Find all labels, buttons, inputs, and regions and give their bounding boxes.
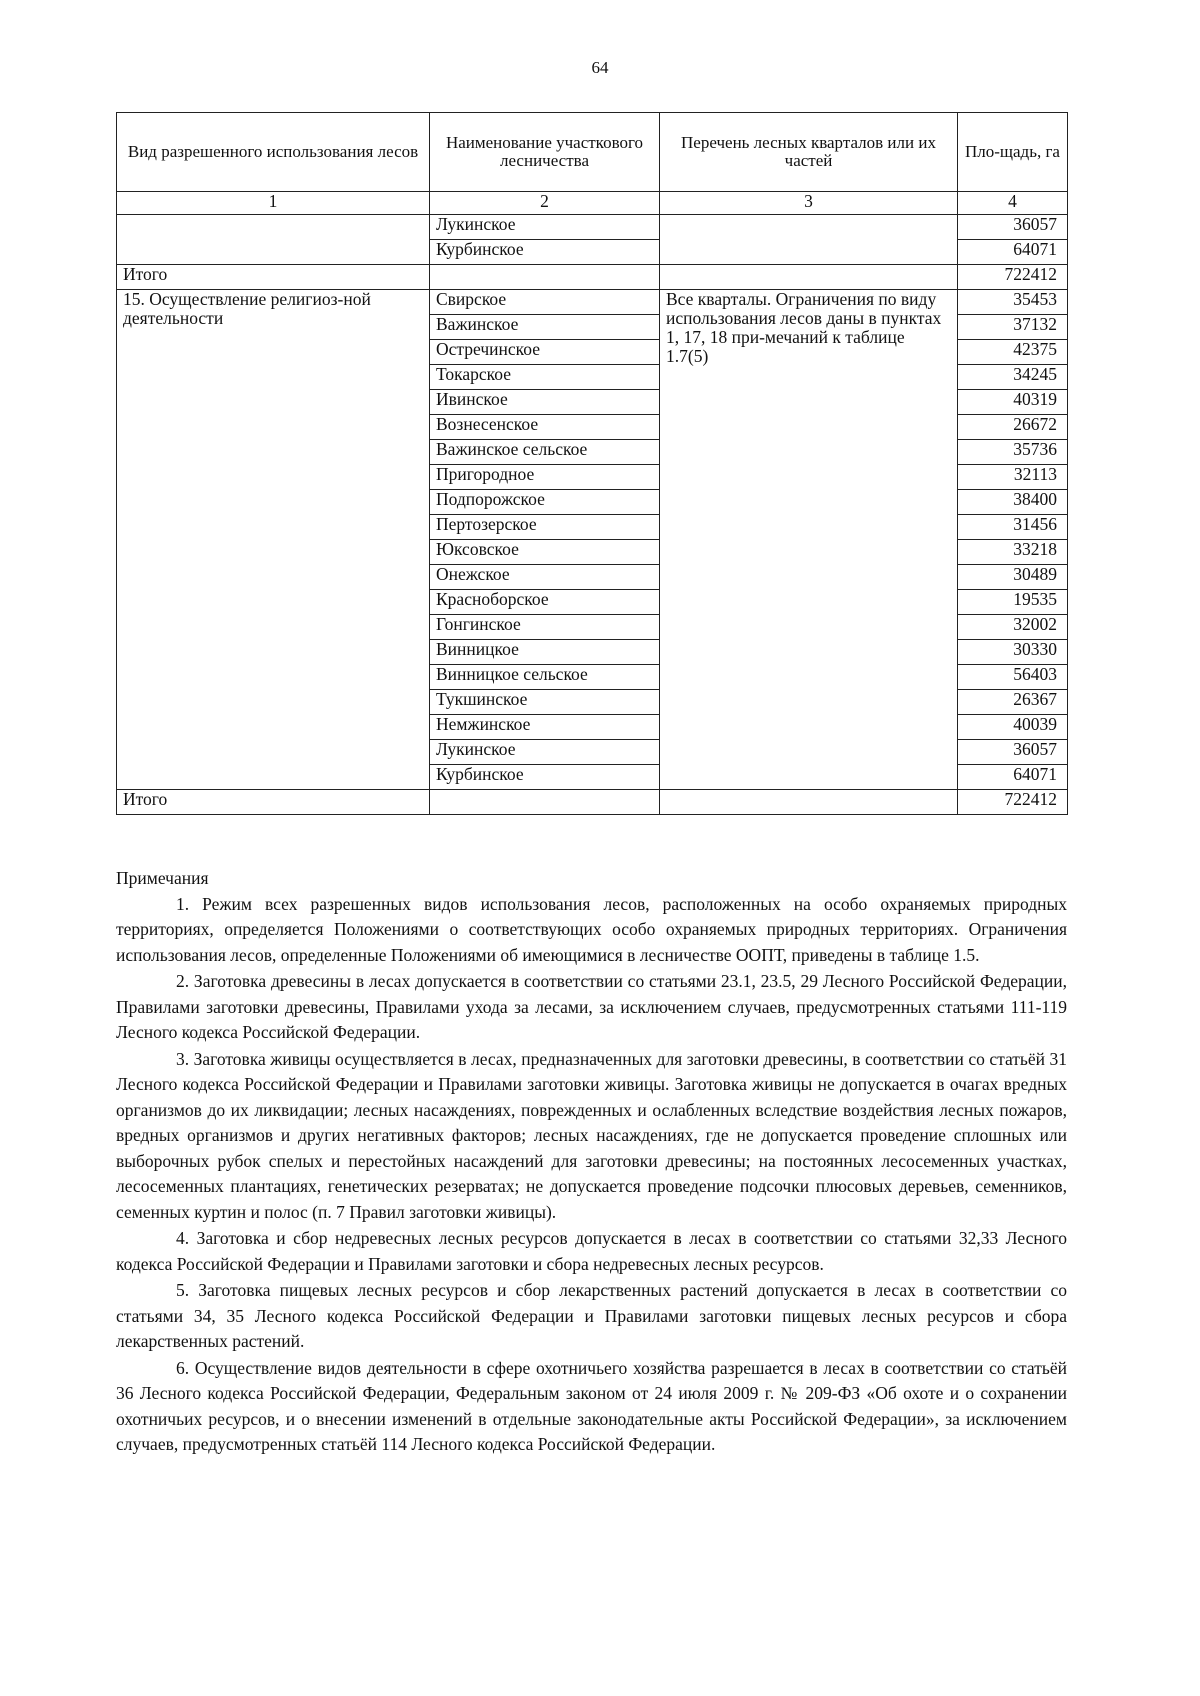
itogo-row [117, 265, 1068, 290]
area-value: 36057 [958, 215, 1068, 240]
district-name: Немжинское [430, 715, 660, 740]
header-quarters-list: Перечень лесных кварталов или их частей [660, 113, 958, 192]
notes-title: Примечания [116, 868, 209, 888]
area-value: 32113 [958, 465, 1068, 490]
area-value: 34245 [958, 365, 1068, 390]
district-name: Лукинское [430, 740, 660, 765]
note-paragraph: 4. Заготовка и сбор недревесных лесных ресурсов допускается в лесах в соответствии со статьями 32,33 Лесного кодекса Российской Федерации и Правилами заготовки и сбора недревесных лесных ресурсов. [116, 1228, 1067, 1274]
district-name: Важинское [430, 315, 660, 340]
area-value: 36057 [958, 740, 1068, 765]
column-number: 3 [660, 192, 958, 215]
itogo-label: Итого [117, 790, 430, 815]
area-value: 40319 [958, 390, 1068, 415]
area-value: 42375 [958, 340, 1068, 365]
use-type-cell [117, 240, 430, 265]
header-use-type: Вид разрешенного использования лесов [117, 113, 430, 192]
quarters-description: Все кварталы. Ограничения по виду использования лесов даны в пунктах 1, 17, 18 при-мечаний к таблице 1.7(5) [660, 290, 958, 790]
district-name: Подпорожское [430, 490, 660, 515]
district-name: Юксовское [430, 540, 660, 565]
area-value: 37132 [958, 315, 1068, 340]
district-name: Онежское [430, 565, 660, 590]
table-row [117, 215, 1068, 240]
header-district-name: Наименование участкового лесничества [430, 113, 660, 192]
header-area: Пло-щадь, га [958, 113, 1068, 192]
area-value: 40039 [958, 715, 1068, 740]
district-name: Пертозерское [430, 515, 660, 540]
notes-section [116, 866, 1067, 1459]
area-value: 19535 [958, 590, 1068, 615]
itogo-area: 722412 [958, 265, 1068, 290]
table-row [117, 240, 1068, 265]
district-name: Свирское [430, 290, 660, 315]
area-value: 32002 [958, 615, 1068, 640]
area-value: 26672 [958, 415, 1068, 440]
area-value: 64071 [958, 240, 1068, 265]
area-value: 31456 [958, 515, 1068, 540]
area-value: 35736 [958, 440, 1068, 465]
use-type-cell [117, 215, 430, 240]
district-name: Лукинское [430, 215, 660, 240]
district-name: Важинское сельское [430, 440, 660, 465]
empty-cell [430, 265, 660, 290]
district-name: Гонгинское [430, 615, 660, 640]
note-paragraph: 5. Заготовка пищевых лесных ресурсов и сбор лекарственных растений допускается в лесах в соответствии со статьями 34, 35 Лесного кодекса Российской Федерации и Правилами заготовки пищевых лесных ресурсов и сбора лекарственных растений. [116, 1280, 1067, 1351]
section-15-body [117, 290, 1068, 790]
district-name: Вознесенское [430, 415, 660, 440]
district-name: Пригородное [430, 465, 660, 490]
table-row [117, 290, 1068, 315]
area-value: 30489 [958, 565, 1068, 590]
quarters-cell [660, 215, 958, 240]
district-name: Остречинское [430, 340, 660, 365]
empty-cell [660, 265, 958, 290]
page-number: 64 [591, 58, 609, 77]
itogo-row [117, 790, 1068, 815]
district-name: Курбинское [430, 240, 660, 265]
district-name: Винницкое сельское [430, 665, 660, 690]
itogo-label: Итого [117, 265, 430, 290]
district-name: Красноборское [430, 590, 660, 615]
quarters-cell [660, 240, 958, 265]
column-number-row [117, 192, 1068, 215]
empty-cell [660, 790, 958, 815]
area-value: 33218 [958, 540, 1068, 565]
area-value: 26367 [958, 690, 1068, 715]
district-name: Винницкое [430, 640, 660, 665]
use-type-religious: 15. Осуществление религиоз-ной деятельности [117, 290, 430, 790]
area-value: 30330 [958, 640, 1068, 665]
empty-cell [430, 790, 660, 815]
district-name: Ивинское [430, 390, 660, 415]
district-name: Курбинское [430, 765, 660, 790]
area-value: 56403 [958, 665, 1068, 690]
district-name: Тукшинское [430, 690, 660, 715]
column-number: 4 [958, 192, 1068, 215]
note-paragraph: 2. Заготовка древесины в лесах допускается в соответствии со статьями 23.1, 23.5, 29 Лесного Российской Федерации, Правилами заготовки древесины, Правилами ухода за лесами, за исключением случаев, предусмотренных статьями 111-119 Лесного кодекса Российской Федерации. [116, 971, 1067, 1042]
column-number: 1 [117, 192, 430, 215]
area-value: 38400 [958, 490, 1068, 515]
area-value: 35453 [958, 290, 1068, 315]
forest-use-table [116, 112, 1068, 815]
note-paragraph: 3. Заготовка живицы осуществляется в лесах, предназначенных для заготовки древесины, в соответствии со статьёй 31 Лесного кодекса Российской Федерации и Правилами заготовки живицы. Заготовка живицы не допускается в очагах вредных организмов до их ликвидации; лесных насаждениях, поврежденных и ослабленных вследствие воздействия лесных пожаров, вредных организмов и других негативных факторов; лесных насаждениях, где не допускается проведение сплошных или выборочных рубок спелых и перестойных насаждений для заготовки древесины; на постоянных лесосеменных участках, лесосеменных плантациях, генетических резерватах; не допускается проведение подсочки плюсовых деревьев, семенников, семенных куртин и полос (п. 7 Правил заготовки живицы). [116, 1048, 1067, 1222]
column-number: 2 [430, 192, 660, 215]
itogo-area: 722412 [958, 790, 1068, 815]
header-row [117, 113, 1068, 192]
note-paragraph: 1. Режим всех разрешенных видов использования лесов, расположенных на особо охраняемых природных территориях, определяется Положениями о соответствующих особо охраняемых природных территориях. Ограничения использования лесов, определенные Положениями об имеющимися в лесничестве ООПТ, приведены в таблице 1.5. [116, 893, 1067, 965]
district-name: Токарское [430, 365, 660, 390]
area-value: 64071 [958, 765, 1068, 790]
note-paragraph: 6. Осуществление видов деятельности в сфере охотничьего хозяйства разрешается в лесах в соответствии со статьёй 36 Лесного кодекса Российской Федерации, Федеральным законом от 24 июля 2009 г. № 209-ФЗ «Об охоте и о сохранении охотничьих ресурсов, и о внесении изменений в отдельные законодательные акты Российской Федерации», за исключением случаев, предусмотренных статьёй 114 Лесного кодекса Российской Федерации. [116, 1357, 1067, 1454]
